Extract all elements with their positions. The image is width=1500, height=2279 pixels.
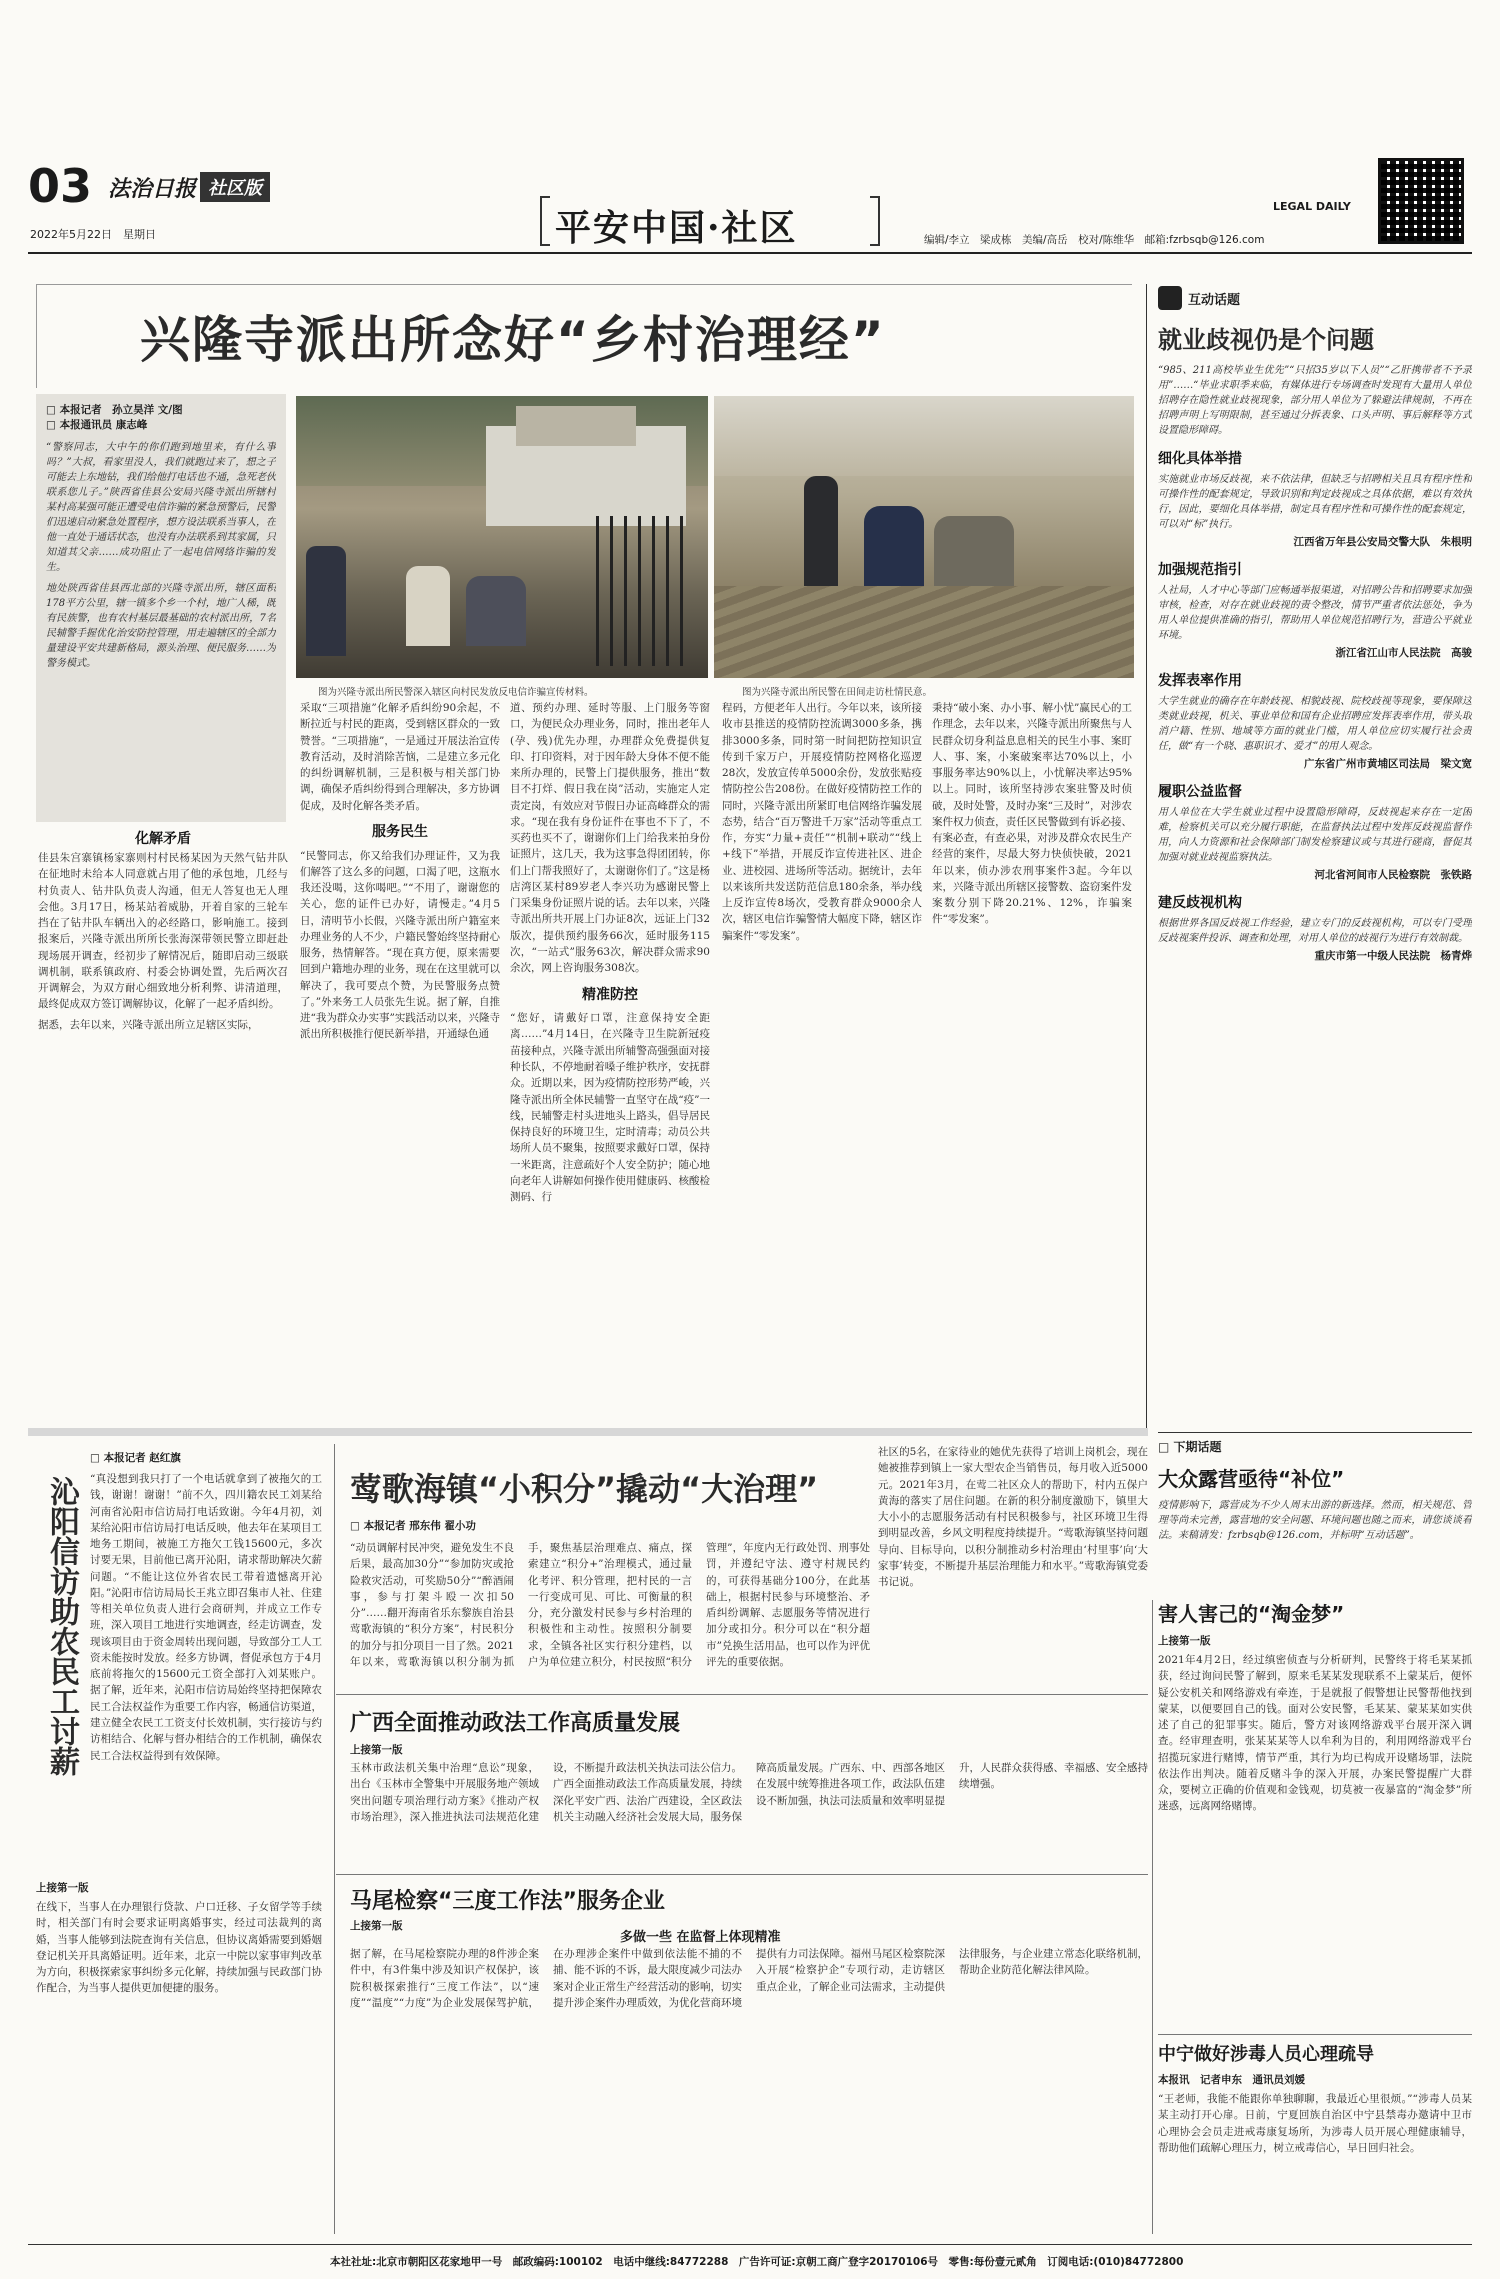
story4-sub: 上接第一版 <box>350 1920 403 1932</box>
sidebar-item-body: 根据世界各国反歧视工作经验，建立专门的反歧视机构，可以专门受理反歧视案件投诉、调查和处理，对用人单位的歧视行为进行有效制裁。 <box>1158 918 1472 944</box>
story4-rule <box>336 1874 1148 1875</box>
story2-reporter: □ 本报记者 邢东伟 翟小功 <box>350 1520 476 1532</box>
left-vertical-title: 沁阳信访助农民工讨薪 <box>44 1476 79 1776</box>
story5 <box>1158 1598 1472 2028</box>
sidebar-item-signature: 广东省广州市黄埔区司法局 梁文宽 <box>1304 758 1472 770</box>
story4-sub-2: 多做一些 在监督上体现精准 <box>620 1930 781 1945</box>
right-rule <box>1152 1600 1153 2234</box>
story3-rule <box>336 1694 1148 1695</box>
sidebar-item-title: 细化具体举措 <box>1158 451 1242 467</box>
sidebar-item-signature: 江西省万年县公安局交警大队 朱根明 <box>1293 536 1472 548</box>
story4-headline: 马尾检察“三度工作法”服务企业 <box>350 1889 665 1914</box>
column-rule <box>1146 284 1147 1428</box>
sidebar-item-signature: 浙江省江山市人民法院 高骏 <box>1335 647 1472 659</box>
sidebar <box>1158 286 1472 1426</box>
section-title: 平安中国·社区 <box>555 207 798 249</box>
lead-photo-1-caption: 图为兴隆寺派出所民警深入辖区向村民发放反电信诈骗宣传材料。 <box>318 687 594 698</box>
story3-body: 玉林市政法机关集中治理“息讼”现象，出台《玉林市全警集中开展服务地产领域突出问题专项治理行动方案》《推动产权市场治理》，深入推进执法司法规范化建设，不断提升政法机关执法司法公信力。广西全面推动政法工作高质量发展，持续深化平安广西、法治广西建设，全区政法机关主动融入经济社会发展大局，服务保障高质量发展。广西东、中、西部各地区在发展中统筹推进各项工作，政法队伍建设不断加强，执法司法质量和效率明显提升，人民群众获得感、幸福感、安全感持续增强。 <box>350 1762 1148 1823</box>
sidebar-next <box>1158 1438 1472 1588</box>
lead-photo-2 <box>714 396 1134 678</box>
sidebar-item-body: 人社局，人才中心等部门应畅通举报渠道，对招聘公告和招聘要求加强审核，检查，对存在就业歧视的责令整改，情节严重者依法惩处，争为用人单位提供准确的指引，帮助用人单位规范招聘行为，营造公平就业环境。 <box>1158 585 1472 641</box>
qr-code[interactable] <box>1378 158 1464 244</box>
lead-intro-2: 地处陕西省佳县西北部的兴隆寺派出所，辖区面积178平方公里，辖一镇多个乡一个村，地广人稀，既有民族警，也有农村基层最基础的农村派出所，7名民辅警手握优化治安防控管理，用走遍辖区的全部力量建设平安共建新格局，源头治理、便民服务……为警务模式。 <box>46 583 276 669</box>
story2-headline: 莺歌海镇“小积分”撬动“大治理” <box>350 1470 819 1508</box>
sidebar-label: 互动话题 <box>1158 286 1472 310</box>
section-bracket-left <box>540 196 550 246</box>
editor-credits: 编辑/李立 梁成栋 美编/高岳 校对/陈维华 邮箱:fzrbsqb@126.com <box>924 234 1265 246</box>
story6 <box>1158 2040 1472 2236</box>
left-reporter: □ 本报记者 赵红旗 <box>90 1452 181 1464</box>
story6-reporter: 本报讯 记者申东 通讯员刘媛 <box>1158 2074 1305 2086</box>
chat-icon <box>1158 286 1182 310</box>
story5-headline: 害人害己的“淘金梦” <box>1158 1602 1345 1626</box>
left-body-2: 在线下，当事人在办理银行贷款、户口迁移、子女留学等手续时，相关部门有时会要求证明离婚事实，经过司法裁判的离婚，当事人能够到法院查询有关信息，但协议离婚需要到婚姻登记机关开具离婚证明。近年来，北京一中院以家事审判改革为方向，积极探索家事纠纷多元化解，持续加强与民政部门协作配合，为当事人提供更加便捷的服务。 <box>36 1901 322 1995</box>
sidebar-item-title: 履职公益监督 <box>1158 784 1242 800</box>
sidebar-item-body: 用人单位在大学生就业过程中设置隐形障碍，反歧视起来存在一定困难，检察机关可以充分履行职能，在监督执法过程中发挥反歧视监督作用，向人力资源和社会保障部门制发检察建议或与其进行磋商，督促其加强对就业歧视监察执法。 <box>1158 807 1472 863</box>
sidebar-item-title: 建反歧视机构 <box>1158 895 1242 911</box>
sidebar-item-title: 加强规范指引 <box>1158 562 1242 578</box>
lead-column-1: 佳县朱宫寨镇杨家寨则村村民杨某因为天然气钻井队在征地时未给本人同意就占用了他的承包地，几经与村负责人、钻井队负责人沟通，但无人答复也无人理会他。3月17日，杨某站着威胁，开着自家的三轮车挡在了钻井队车辆出入的必经路口，影响施工。接到报案后，兴隆寺派出所所长张海深带领民警立即赶赴现场展开调查，经初步了解情况后，随即启动三级联调机制，联系镇政府、村委会协调处置，先后两次召开调解会，为双方耐心细致地分析利弊、讲清道理，最终促成双方签订调解协议，化解了一起矛盾纠纷。 据悉，去年以来，兴隆寺派出所立足辖区实际， <box>38 852 288 1031</box>
sidebar-next-rule <box>1158 1432 1472 1433</box>
story6-body: “王老师，我能不能跟你单独聊聊，我最近心里很烦。”“涉毒人员某某主动打开心扉。日前，宁夏回族自治区中宁县禁毒办邀请中卫市心理协会会员走进戒毒康复场所，为涉毒人员开展心理健康辅导，帮助他们疏解心理压力，树立戒毒信心，早日回归社会。 <box>1158 2093 1472 2154</box>
lead-headline: 兴隆寺派出所念好“乡村治理经” <box>140 311 886 369</box>
story6-rule <box>1158 2034 1472 2035</box>
edition-badge: 社区版 <box>200 172 270 202</box>
story2-body: “动员调解村民冲突，避免发生不良后果，最高加30分”“参加防灾或抢险救灾活动，可奖励50分”“醉酒闹事，参与打架斗殴一次扣50分”……翻开海南省乐东黎族自治县莺歌海镇的“积分方案”，村民积分的加分与扣分项目一目了然。2021年以来，莺歌海镇以积分制为抓手，聚焦基层治理难点、痛点，探索建立“积分+”治理模式，通过量化考评、积分管理，把村民的一言一行变成可见、可比、可衡量的积分，充分激发村民参与乡村治理的积极性和主动性。按照积分制要求，全镇各社区实行积分建档，以户为单位建立积分，村民按照“积分管理”，年度内无行政处罚、刑事处罚，并遵纪守法、遵守村规民约的，可获得基础分100分，在此基础上，根据村民参与环境整治、矛盾纠纷调解、志愿服务等情况进行加分或扣分。积分可以在“积分超市”兑换生活用品，也可以作为评优评先的重要依据。 <box>350 1542 870 1668</box>
lead-subhead-1: 化解矛盾 <box>135 831 191 847</box>
left-story <box>90 1450 322 1870</box>
issue-date: 2022年5月22日 星期日 <box>30 228 156 241</box>
lead-column-2: 采取“三项措施”化解矛盾纠纷90余起，不断拉近与村民的距离，受到辖区群众的一致赞誉。“三项措施”，一是通过开展法治宣传教育活动，及时消除苦恼，二是建立多元化的纠纷调解机制，三是积极与相关部门协调，确保矛盾纠纷得到合理解决，多方协调促成，及时化解各类矛盾。 服务民生 “民警同志，你又给我们办理证件，又为我们解答了这么多的问题，口渴了吧，这瓶水我还没喝，这你喝吧。”“不用了，谢谢您的关心，您的证件已办好，请慢走。”4月5日，清明节小长假，兴隆寺派出所户籍室来办理业务的人不少，户籍民警始终坚持耐心服务，热情解答。“现在真方便，原来需要回到户籍地办理的业务，现在在这里就可以解决了，我可要点个赞，为民警服务点赞了。”外来务工人员张先生说。据了解，自推进“我为群众办实事”实践活动以来，兴隆寺派出所积极推行便民新举措，开通绿色通 <box>300 702 500 1041</box>
page-number: 03 <box>28 159 93 213</box>
lead-subhead-2: 服务民生 <box>372 823 428 840</box>
sidebar-intro: “985、211高校毕业生优先”“只招35岁以下人员”“乙肝携带者不予录用”……“毕业求职季来临，有媒体进行专场调查时发现有大量用人单位招聘存在隐性就业歧视现象，部分用人单位为了躲避法律规制，不再在招聘声明上写明限制，甚至通过分拆表象、口头声明、事后解释等方式设置隐形障碍。 <box>1158 365 1472 436</box>
sidebar-item-signature: 重庆市第一中级人民法院 杨青烨 <box>1314 950 1472 962</box>
left-sub: 上接第一版 <box>36 1882 89 1894</box>
story2-body-2: 社区的5名，在家待业的她优先获得了培训上岗机会，现在她被推荐到镇上一家大型农企当销售员，每月收入近5000元。2021年3月，在莺二社区众人的帮助下，村内五保户黄海的落实了居住问题。在新的积分制度激励下，镇里大大小小的志愿服务活动有村民积极参与，社区环境卫生得到明显改善，乡风文明程度持续提升。“莺歌海镇坚持问题导向、目标导向，以积分制推动乡村治理由‘村里事’向‘大家事’转变，不断提升基层治理能力和水平。”莺歌海镇党委书记说。 <box>878 1446 1148 1589</box>
story3-headline: 广西全面推动政法工作高质量发展 <box>350 1711 681 1736</box>
sidebar-items <box>1158 448 1472 963</box>
sidebar-item-signature: 河北省河间市人民检察院 张铁路 <box>1314 869 1472 881</box>
sidebar-item-title: 发挥表率作用 <box>1158 673 1242 689</box>
masthead-rule <box>28 252 1472 254</box>
story4-body: 据了解，在马尾检察院办理的8件涉企案件中，有3件集中涉及知识产权保护，该院积极探索推行“三度工作法”，以“速度”“温度”“力度”为企业发展保驾护航，在办理涉企案件中做到依法能不捕的不捕、能不诉的不诉，最大限度减少司法办案对企业正常生产经营活动的影响，切实提升涉企案件办理质效，为优化营商环境提供有力司法保障。福州马尾区检察院深入开展“检察护企”专项行动，走访辖区重点企业，了解企业司法需求，主动提供法律服务，与企业建立常态化联络机制，帮助企业防范化解法律风险。 <box>350 1948 1148 2009</box>
next-body: 疫情影响下，露营成为不少人周末出游的新选择。然而，相关规范、管理等尚未完善，露营地的安全问题、环境问题也随之而来，请您谈谈看法。来稿请发：fzrbsqb@126.com，并标明“互动话题”。 <box>1158 1500 1472 1541</box>
lead-photo-1 <box>296 396 708 678</box>
story5-sub: 上接第一版 <box>1158 1635 1211 1647</box>
story3-sub: 上接第一版 <box>350 1744 403 1756</box>
lead-reporter: □ 本报记者 孙立昊洋 文/图 <box>46 404 183 416</box>
lead-column-4: 程码，方便老年人出行。今年以来，该所接收市县推送的疫情防控流调3000多条，携排3000多条，同时第一时间把防控知识宣传到千家万户，开展疫情防控网格化巡逻28次，发放宣传单5000余份，发放张贴疫情防控公告208份。在做好疫情防控工作的同时，兴隆寺派出所紧盯电信网络诈骗发展态势，结合“百万警进千万家”活动等重点工作，夯实“力量+责任”“机制+联动”“线上+线下”举措，开展反诈宣传进社区、进企业、进校园、进场所等活动。据统计，去年以来该所共发送防范信息180余条，举办线上反诈宣传8场次，受教育群众9000余人次，辖区电信诈骗警情大幅度下降，辖区诈骗案件“零发案”。 <box>722 702 922 942</box>
lead-subhead-3: 精准防控 <box>582 986 638 1003</box>
story5-body: 2021年4月2日，经过缜密侦查与分析研判，民警终于将毛某某抓获，经过询问民警了解到，原来毛某某发现联系不上蒙某后，便怀疑公安机关和网络游戏有牵连，于是就报了假警想让民警帮他找到蒙某，以便要回自己的钱。面对公安民警，毛某某、蒙某某如实供述了自己的犯罪事实。随后，警方对该网络游戏平台展开深入调查。经审理查明，张某某某等人以牟利为目的，利用网络游戏平台招揽玩家进行赌博，情节严重，其行为均已构成开设赌场罪，法院依法作出判决。随着反赌斗争的深入开展，办案民警提醒广大群众，要树立正确的价值观和金钱观，切莫被一夜暴富的“淘金梦”所迷惑，远离网络赌博。 <box>1158 1654 1472 1813</box>
sidebar-item-body: 实施就业市场反歧视，来不依法律，但缺乏与招聘相关且具有程序性和可操作性的配套规定，导致识别和判定歧视成之具体依据，难以有效执行，因此，要细化具体举措，制定具有程序性和可操作性的配套规定，可以对“标”执行。 <box>1158 474 1472 530</box>
footer-rule <box>28 2244 1472 2245</box>
lead-headline-frame <box>36 284 1132 388</box>
left-continuation <box>36 1880 322 2220</box>
paper-name: 法治日报 <box>108 176 197 202</box>
lead-correspondent: □ 本报通讯员 康志峰 <box>46 419 148 431</box>
section-band <box>28 1428 1148 1436</box>
lead-intro-box <box>36 394 286 822</box>
lead-column-5: 秉持“破小案、办小事、解小忧”赢民心的工作理念，去年以来，兴隆寺派出所聚焦与人民群众切身利益息息相关的民生小事、案盯人、事、案，小案破案率达70%以上，小事服务率达90%以上，小忧解决率达95%以上。同时，该所坚持涉农案驻警及时侦破，及时处警，及时办案“三及时”，对涉农案件权力侦查，责任区民警做到有诉必接、有案必查，有查必果，对涉及群众农民生产经营的案件，尽最大努力快侦快破，2021年以来，侦办涉农刑事案件3起。今年以来，兴隆寺派出所辖区接警数、盗窃案件发案数分别下降20.21%、12%，诈骗案件“零发案”。 <box>932 702 1132 926</box>
sidebar-headline: 就业歧视仍是个问题 <box>1158 326 1374 354</box>
lead-intro: “警察同志，大中午的你们跑到地里来，有什么事吗？”大叔，看家里没人，我们就跑过来了，想之子可能去上东地钻，我们给他打电话也不通，急死老伙联系您儿子。”陕西省佳县公安局兴隆寺派出所辖村某村高某强可能正遭受电信诈骗的紧急预警后，民警们迅速启动紧急处置程序，想方设法联系当事人，在他一直处于通话状态，也没有办法联系到其家属，只知道其父亲……成功阻止了一起电信网络诈骗的发生。 <box>46 442 276 573</box>
footer-info: 本社社址:北京市朝阳区花家地甲一号 邮政编码:100102 电话中继线:84772288 广告许可证:京朝工商广登字20170106号 零售:每份壹元贰角 订阅电话:(010)84772800 <box>330 2256 1184 2268</box>
english-title: LEGAL DAILY <box>1273 200 1351 213</box>
next-headline: 大众露营亟待“补位” <box>1158 1467 1345 1491</box>
section-bracket-right <box>870 196 880 246</box>
next-label: □ 下期话题 <box>1158 1440 1222 1454</box>
story6-headline: 中宁做好涉毒人员心理疏导 <box>1158 2044 1374 2065</box>
lead-photo-2-caption: 图为兴隆寺派出所民警在田间走访杜情民意。 <box>742 687 933 698</box>
left-body: “真没想到我只打了一个电话就拿到了被拖欠的工钱，谢谢！谢谢！”前不久，四川籍农民工刘某给河南省沁阳市信访局打电话致谢。今年4月初，刘某给沁阳市信访局打电话反映，他去年在某项目工地务工期间，被施工方拖欠工钱15600元，多次讨要无果，目前他已离开沁阳，请求帮助解决欠薪问题。“不能让这位外省农民工带着遗憾离开沁阳。”沁阳市信访局局长王兆立即召集市人社、住建等相关单位负责人进行会商研判，并成立工作专班，深入项目工地进行实地调查，经走访调查，发现该项目由于资金周转出现问题，导致部分工人工资未能按时发放。经多方协调，督促承包方于4月底前将拖欠的15600元工资全部打入刘某账户。据了解，近年来，沁阳市信访局始终坚持把保障农民工合法权益作为重要工作内容，畅通信访渠道，建立健全农民工工资支付长效机制，实行接访与约访相结合、化解与督办相结合的工作机制，确保农民工合法权益得到有效保障。 <box>90 1473 322 1762</box>
left-rule <box>334 1444 335 2234</box>
lead-column-3: 道、预约办理、延时等服、上门服务等窗口，为便民众办理业务，同时，推出老年人(孕、残)优先办理，办理群众免费提供复印、打印资料，对于因年龄大身体不便不能来所办理的，民警上门提供服务，推出“数目不打烊、假日我在岗”活动，实施定人定责定岗，有效应对节假日办证高峰群众的需求。“现在我有身份证件在事也不下了，不买药也买不了，谢谢你们上门给我来拍身份证照片，这几天，我为这事急得团团转，你们上门帮我照好了，太谢谢你们了。”这是杨店湾区某村89岁老人李兴功为感谢民警上门采集身份证照片说的话。去年以来，兴隆寺派出所共开展上门办证8次，远证上门32版次，提供预约服务66次，延时服务115次，“一站式”服务63次，解决群众需求90余次，网上咨询服务308次。 精准防控 “您好，请戴好口罩，注意保持安全距离……”4月14日，在兴隆寺卫生院新冠疫苗接种点，兴隆寺派出所辅警高强强面对接种长队，不停地耐着嗓子维护秩序，安抚群众。近期以来，因为疫情防控形势严峻，兴隆寺派出所全体民辅警一直坚守在战“疫”一线，民辅警走村头进地头上路头，倡导居民保持良好的环境卫生，定时清毒；动员公共场所人员不聚集，按照要求戴好口罩，保持一米距离，注意疏好个人安全防护；随心地向老年人讲解如何操作使用健康码、核酸检测码、行 <box>510 702 710 1204</box>
sidebar-item-body: 大学生就业的确存在年龄歧视、相貌歧视、院校歧视等现象，要保障这类就业歧视，机关、事业单位和国有企业招聘应发挥表率作用，带头取消户籍、性别、地域等方面的就业门槛，用人单位应切实履行社会责任，做“有一个晓、惠职识才、爱才”的用人观念。 <box>1158 696 1472 752</box>
